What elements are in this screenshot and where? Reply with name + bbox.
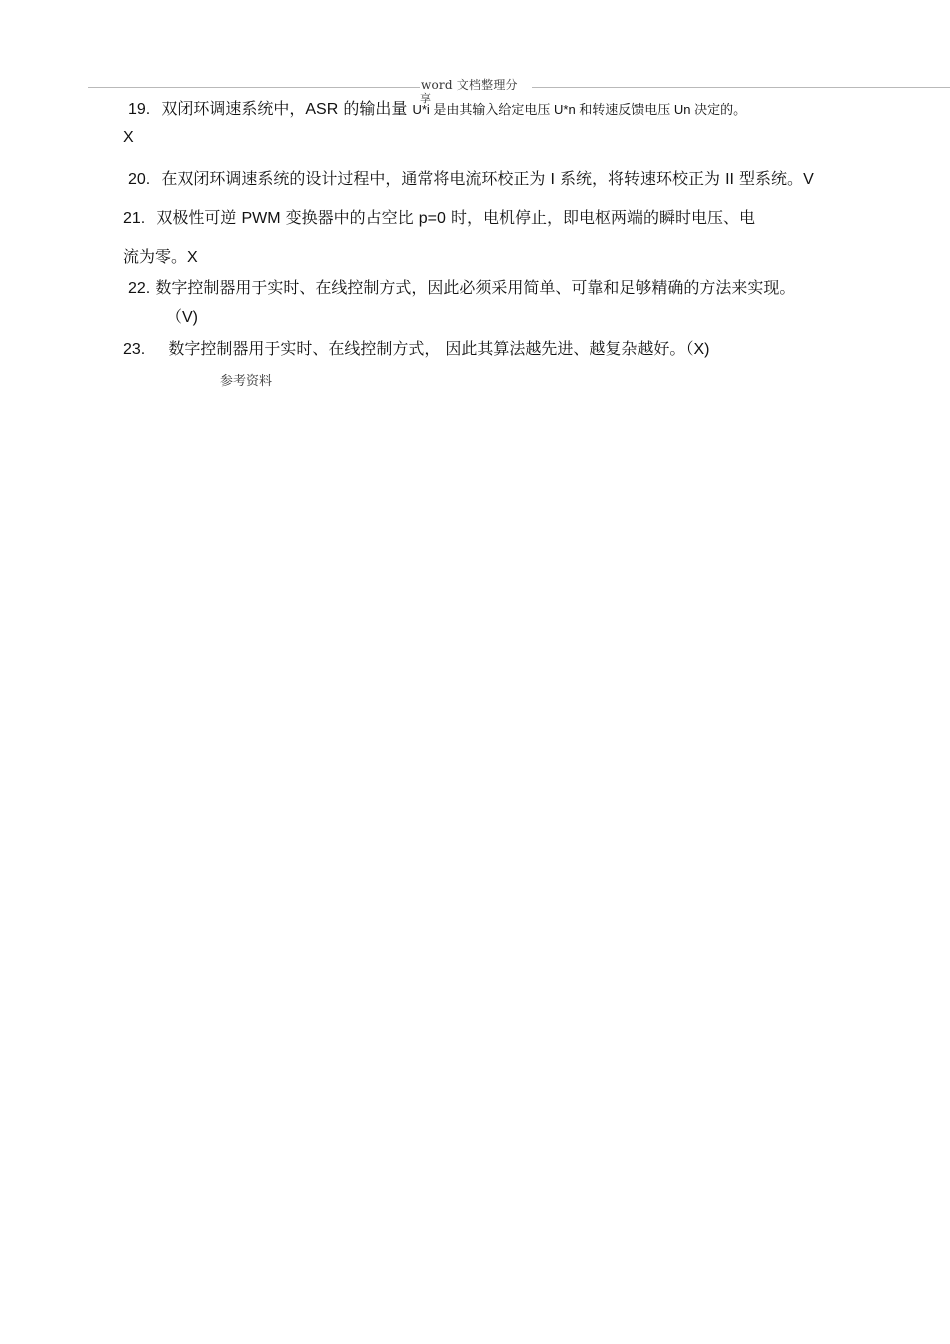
question-text: 流为零。 xyxy=(123,247,188,266)
question-text: p=0 xyxy=(418,210,446,227)
question-text: 系统，将转速环校正为 xyxy=(554,169,726,188)
question-number: 19. xyxy=(128,101,151,118)
answer-22: （V) xyxy=(166,309,199,326)
question-number: 22. xyxy=(128,280,151,297)
question-22 xyxy=(128,278,795,299)
question-text: 时，电机停止，即电枢两端的瞬时电压、电 xyxy=(445,208,755,227)
header-text: word 文档整理分 xyxy=(420,79,532,91)
question-text: 数字控制器用于实时、在线控制方式， 因此其算法越先进、越复杂越好。 xyxy=(168,339,686,358)
question-text: 的输出量 xyxy=(338,99,413,118)
footer-text: 参考资料 xyxy=(220,374,273,389)
answer-20: V xyxy=(803,171,814,188)
question-text: II xyxy=(725,171,734,188)
question-number: 21. xyxy=(123,210,146,227)
question-text: I xyxy=(550,171,555,188)
header-text-wrap: 享 xyxy=(420,92,431,105)
question-text: 在双闭环调速系统的设计过程中，通常将电流环校正为 xyxy=(161,169,551,188)
question-number: 23. xyxy=(123,341,146,358)
answer-19: X xyxy=(123,129,134,146)
question-text: PWM xyxy=(241,210,281,227)
question-text: 型系统。 xyxy=(733,169,804,188)
question-text: U*i 是由其输入给定电压 U*n 和转速反馈电压 Un 决定的。 xyxy=(412,102,747,117)
question-text: 双闭环调速系统中， xyxy=(161,99,306,118)
question-23 xyxy=(123,339,709,360)
question-21-continuation xyxy=(123,247,198,268)
question-text: 数字控制器用于实时、在线控制方式，因此必须采用简单、可靠和足够精确的方法来实现。 xyxy=(155,278,796,297)
question-text: 双极性可逆 xyxy=(156,208,242,227)
question-number: 20. xyxy=(128,171,151,188)
answer-21: X xyxy=(187,249,198,266)
answer-23: （X) xyxy=(685,341,710,358)
question-21 xyxy=(123,208,755,229)
question-20 xyxy=(128,169,814,190)
question-text: ASR xyxy=(305,101,339,118)
question-text: 变换器中的占空比 xyxy=(280,208,419,227)
question-19 xyxy=(128,99,746,120)
